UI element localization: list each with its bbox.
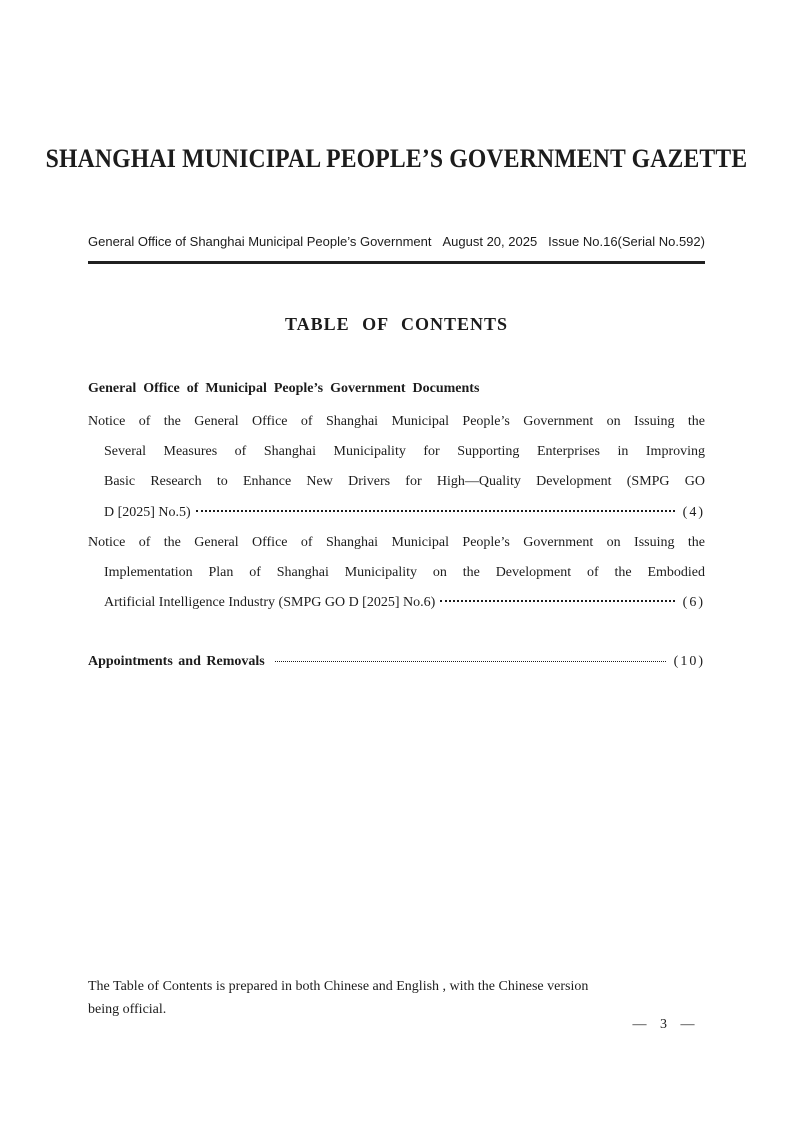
toc-entry-line: Several Measures of Shanghai Municipality for Supporting Enterprises in Improving — [104, 444, 705, 460]
dot-leader — [275, 661, 666, 662]
dot-leader — [440, 600, 674, 602]
footer-note-line: being official. — [88, 1002, 167, 1017]
masthead-divider-rule — [88, 261, 705, 264]
dot-leader — [196, 510, 675, 512]
section-heading-appointments: Appointments and Removals — [88, 654, 265, 670]
page-reference: (10) — [673, 654, 705, 670]
toc-entry-line: Notice of the General Office of Shanghai Municipal People’s Government on Issuing the — [88, 414, 705, 429]
page-reference: (6) — [682, 595, 705, 611]
toc-entry-line: Notice of the General Office of Shanghai Municipal People’s Government on Issuing the — [88, 534, 705, 550]
toc-entry-measures-notice — [88, 407, 705, 528]
toc-entry-line: Implementation Plan of Shanghai Municipality on the Development of the Embodied — [104, 565, 705, 581]
gazette-title: SHANGHAI MUNICIPAL PEOPLE’S GOVERNMENT GAZETTE — [45, 144, 748, 173]
toc-entry-line: Basic Research to Enhance New Drivers for High—Quality Development (SMPG GO — [104, 474, 705, 490]
footer-note — [88, 975, 705, 1021]
issue-date: August 20, 2025 — [442, 234, 538, 249]
toc-entry-tail: D [2025] No.5) — [104, 504, 191, 520]
toc-entry-leader-line — [88, 498, 705, 528]
issue-number: Issue No.16(Serial No.592) — [548, 234, 705, 249]
toc-entry-appointments — [88, 647, 705, 677]
toc-entry-ai-plan-notice — [88, 528, 705, 619]
footer-note-line: The Table of Contents is prepared in both Chinese and English , with the Chinese version — [88, 979, 589, 994]
toc-entry-leader-line — [88, 588, 705, 618]
page-number: — 3 — — [632, 1017, 695, 1032]
page-reference: (4) — [682, 504, 705, 520]
section-heading-documents: General Office of Municipal People’s Government Documents — [88, 381, 480, 396]
toc-title: TABLE OF CONTENTS — [284, 314, 509, 334]
toc-body — [88, 379, 705, 677]
masthead-info-row — [88, 234, 705, 249]
toc-entry-tail: Artificial Intelligence Industry (SMPG GO D [2025] No.6) — [104, 595, 436, 611]
publisher-name: General Office of Shanghai Municipal People’s Government — [88, 234, 432, 249]
